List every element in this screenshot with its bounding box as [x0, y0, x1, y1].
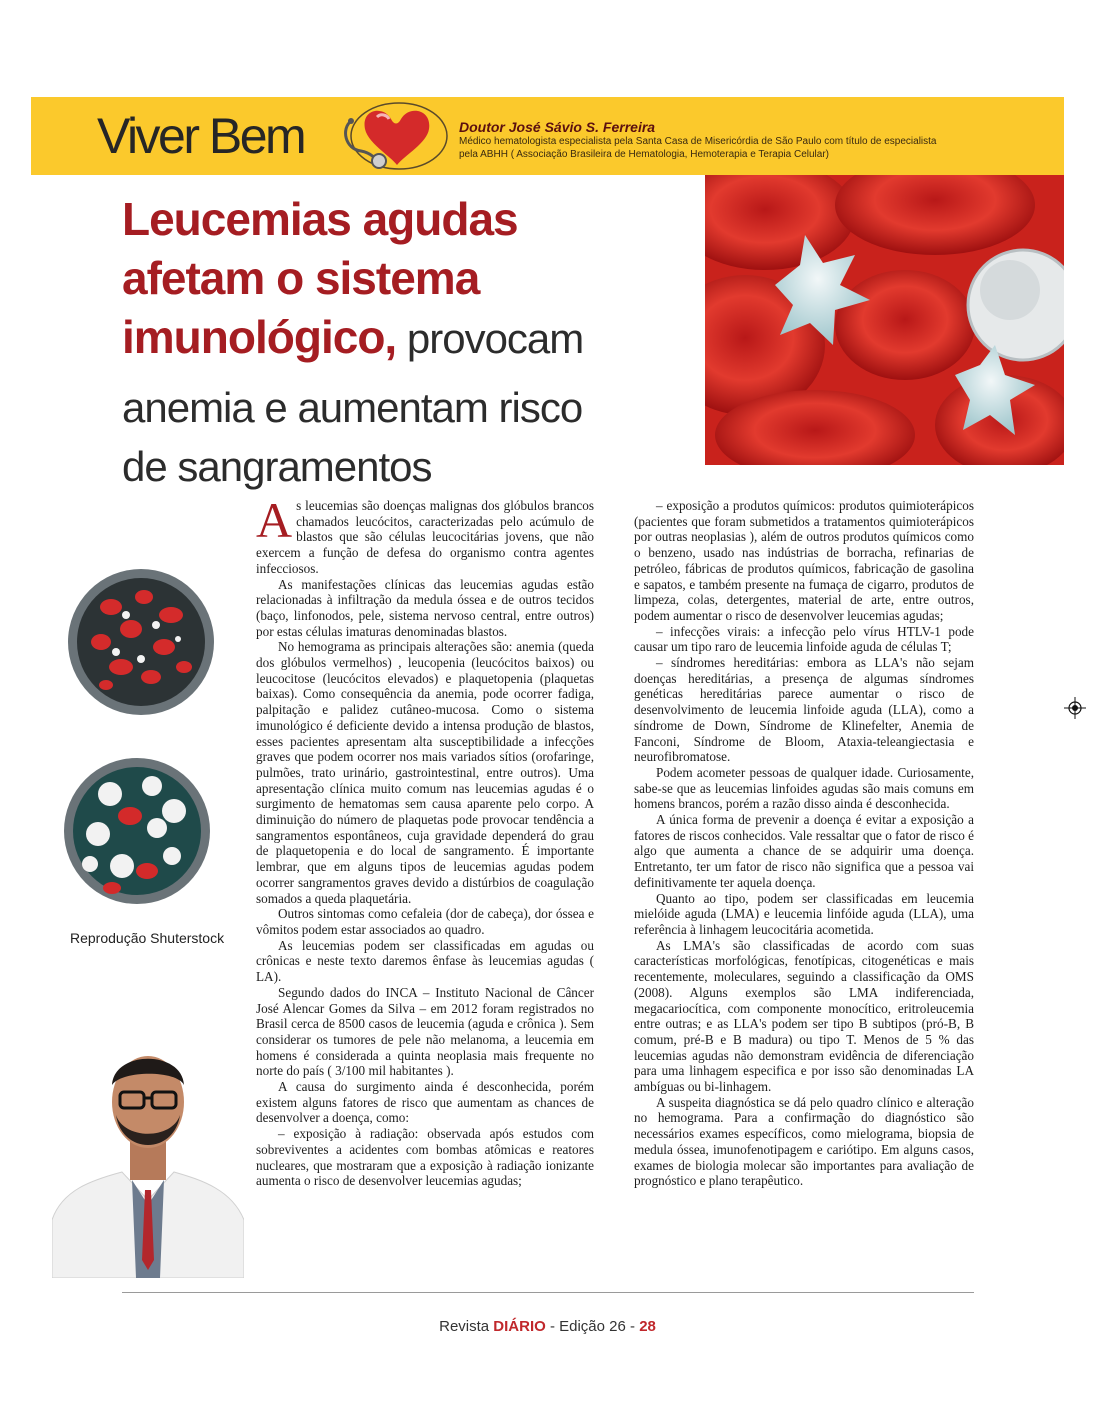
page-footer: [0, 1318, 1095, 1335]
paragraph: As LMA's são classificadas de acordo com suas características morfológicas, fenotípicas, citogenéticas e mais recentemente, moleculares, seguindo a classificação da OMS (2008). Alguns exemplos são LMA indiferenciada, megacariocítica, com componente monocítico, eritroleucemia entre outras; e as LLA's podem ser tipo B subtipos (pró-B, B comum, pré-B e B madura) ou tipo T. Menos de 5 % das leucemias agudas não demonstram evidência de diferenciação para uma linhagem especifica e por isso são denominadas LA ambíguas ou bi-linhagem.: [634, 937, 974, 1095]
paragraph: Outros sintomas como cefaleia (dor de cabeça), dor óssea e vômitos podem estar associados ao quadro.: [256, 906, 594, 937]
author-desc-line-1: Médico hematologista especialista pela Santa Casa de Misericórdia de São Paulo com título de especialista: [459, 136, 937, 147]
article-headline: [122, 190, 702, 496]
blood-cells-circle-image-1: [66, 567, 216, 717]
paragraph: No hemograma as principais alterações são: anemia (queda dos glóbulos vermelhos) , leucopenia (leucócitos baixos) ou leucocitose (leucócitos elevados) e plaquetopenia (plaquetas baixas). Como consequência da anemia, pode ocorrer fadiga, palpitação e palidez cutâneo-mucosa. Como o sistema imunológico é deficiente devido a intensa produção de blastos, esses pacientes apresentam alta susceptibilidade a infecções graves que podem ocorrer nos mais variados sítios (orofaringe, pulmões, trato urinário, gastrointestinal, entre outros). Uma apresentação clínica muito comum nas leucemias agudas é o surgimento de hematomas sem causa aparente pelo corpo. A diminuição do número de plaquetas pode provocar tendência a sangramentos espontâneos, cuja gravidade dependerá do grau de plaquetopenia e do local de sangramento. É importante lembrar, que em alguns tipos de leucemias agudas podem ocorrer sangramentos graves devido a distúrbios de coagulação somados a queda plaquetária.: [256, 639, 594, 906]
article-column-2: [634, 498, 974, 1189]
paragraph: Podem acometer pessoas de qualquer idade. Curiosamente, sabe-se que as leucemias linfoides agudas são mais comuns em homens brancos, porém a razão disso ainda é desconhecida.: [634, 764, 974, 812]
footer-prefix: Revista: [439, 1318, 494, 1335]
paragraph: A causa do surgimento ainda é desconhecida, porém existem alguns fatores de risco que aumentam as chances de desenvolver a doença, como:: [256, 1079, 594, 1126]
author-desc-line-2: pela ABHH ( Associação Brasileira de Hematologia, Hemoterapia e Terapia Celular): [459, 149, 829, 160]
section-brand: Viver Bem: [97, 108, 305, 164]
headline-line-3-bold: imunológico,: [122, 311, 397, 363]
author-portrait: [52, 1030, 244, 1278]
header-banner: [31, 97, 1064, 175]
footer-divider: [122, 1292, 974, 1293]
author-description: [459, 135, 999, 161]
headline-line-3-rest: provocam: [396, 315, 584, 362]
headline-line-2: afetam o sistema: [122, 252, 480, 304]
paragraph: – infecções virais: a infecção pelo vírus HTLV-1 pode causar um tipo raro de leucemia linfoide aguda de células T;: [634, 623, 974, 655]
registration-crosshair-icon: [1064, 697, 1086, 719]
paragraph: – síndromes hereditárias: embora as LLA's não sejam doenças hereditárias, a presença de algumas síndromes genéticas hereditárias parece aumentar o risco de desenvolvimento de leucemia linfoide aguda (LLA), como a síndrome de Down, Síndrome de Klinefelter, Anemia de Fanconi, Síndrome de Bloom, Ataxia-teleangiectasia e neurofibromatose.: [634, 655, 974, 765]
drop-cap: A: [256, 492, 293, 548]
page-number: 28: [639, 1318, 656, 1335]
headline-line-5: de sangramentos: [122, 443, 432, 490]
headline-line-1: Leucemias agudas: [122, 193, 518, 245]
blood-cells-hero-image: [705, 175, 1064, 465]
paragraph-text: s leucemias são doenças malignas dos glóbulos brancos chamados leucócitos, caracterizadas pelo acúmulo de blastos que são células leucocitárias jovens, que não exercem a função de defesa do organismo contra agentes infecciosos.: [256, 498, 594, 576]
paragraph: Quanto ao tipo, podem ser classificadas em leucemia mielóide aguda (LMA) e leucemia linfóide aguda (LLA), uma referência à linhagem leucocitária acometida.: [634, 890, 974, 937]
paragraph: Segundo dados do INCA – Instituto Nacional de Câncer José Alencar Gomes da Silva – em 2012 foram registrados no Brasil cerca de 8500 casos de leucemia (aguda e crônica ). Sem considerar os tumores de pele não melanoma, a leucemia em homens é considerada a quinta neoplasia mais frequente no norte do país ( 3/100 mil habitantes ).: [256, 984, 594, 1079]
paragraph: [256, 492, 594, 577]
paragraph: As leucemias podem ser classificadas em agudas ou crônicas e neste texto daremos ênfase às leucemias agudas ( LA).: [256, 937, 594, 985]
footer-brand: DIÁRIO: [493, 1318, 546, 1335]
headline-line-3: [122, 308, 702, 378]
paragraph: – exposição a produtos químicos: produtos quimioterápicos (pacientes que foram submetidos a tratamentos quimioterápicos por outras neoplasias ), além de outros produtos químicos como o benzeno, usado nas indústrias de borracha, refinarias de petróleo, fábricas de produtos químicos, fabricação de gasolina e sapatos, e também presente na fumaça de cigarro, produtos de limpeza, colas, detergentes, material de arte, entre outros, podem aumentar o risco de desenvolver leucemias agudas;: [634, 498, 974, 623]
image-credit-caption: Reprodução Shuterstock: [70, 930, 225, 946]
heart-stethoscope-icon: [331, 99, 451, 173]
blood-cells-circle-image-2: [62, 756, 212, 906]
paragraph: A suspeita diagnóstica se dá pelo quadro clínico e alteração no hemograma. Para a confirmação do diagnóstico são necessários exames específicos, como mielograma, biopsia de medula óssea, imunofenotipagem e cariótipo. Em alguns casos, exames de biologia molecar são importantes para avaliação de prognóstico e plano terapêutico.: [634, 1094, 974, 1189]
paragraph: As manifestações clínicas das leucemias agudas estão relacionadas à infiltração da medula óssea e de outros tecidos (baço, linfonodos, pele, sistema nervoso central, entre outros) por estas células imaturas denominadas blastos.: [256, 576, 594, 639]
author-block: [459, 119, 999, 161]
headline-line-4: anemia e aumentam risco: [122, 384, 583, 431]
footer-edition: - Edição 26 -: [545, 1318, 640, 1335]
paragraph: A única forma de prevenir a doença é evitar a exposição a fatores de riscos conhecidos. Vale ressaltar que o fator de risco é algo que aumenta a chance de se adquirir uma doença. Entretanto, ter um fator de risco não significa que a pessoa vai definitivamente ter aquela doença.: [634, 812, 974, 890]
author-name: Doutor José Sávio S. Ferreira: [459, 119, 656, 135]
article-column-1: [256, 492, 594, 1189]
paragraph: – exposição à radiação: observada após estudos com sobreviventes a acidentes com bombas atômicas e reatores nucleares, que mostraram que a exposição à radiação ionizante aumenta o risco de desenvolver leucemias agudas;: [256, 1126, 594, 1189]
